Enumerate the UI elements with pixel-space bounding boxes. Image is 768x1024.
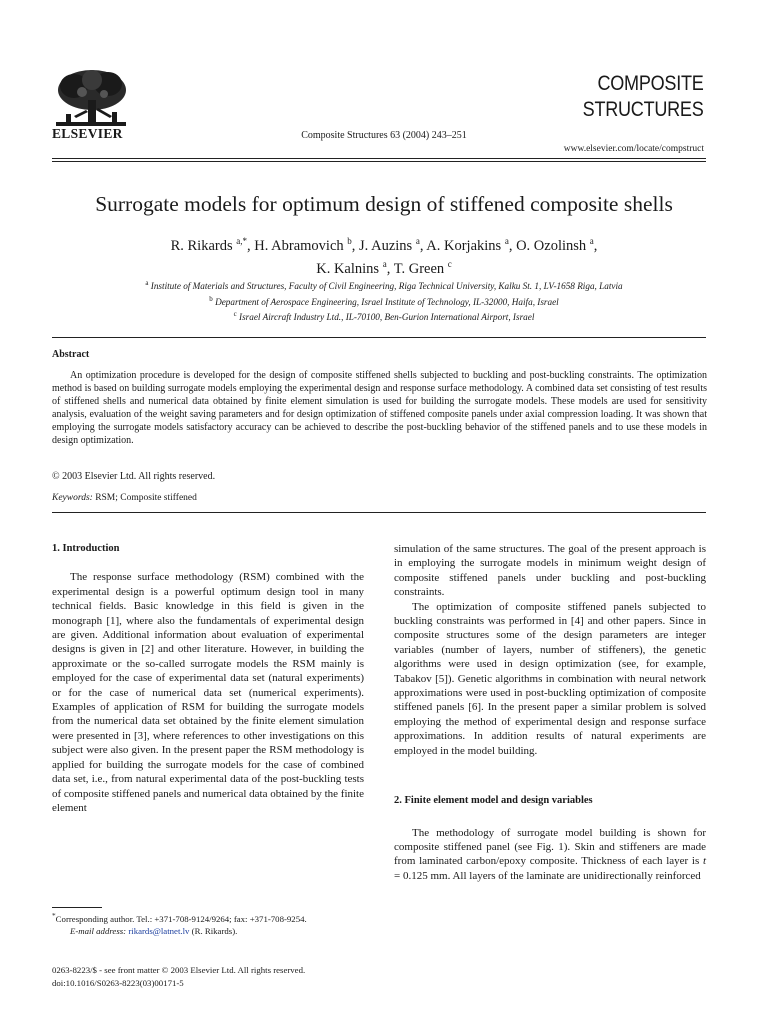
email-suffix: (R. Rikards). bbox=[189, 926, 238, 937]
author-affil-sup: a,* bbox=[236, 236, 247, 246]
section2-text-b: = 0.125 mm. All layers of the laminate are unidirectionally reinforced bbox=[394, 869, 701, 882]
front-matter-line: 0263-8223/$ - see front matter © 2003 Elsevier Ltd. All rights reserved. bbox=[52, 965, 306, 975]
keywords bbox=[52, 493, 197, 503]
keywords-label: Keywords: bbox=[52, 493, 93, 503]
email-link[interactable]: rikards@latnet.lv bbox=[128, 926, 190, 937]
journal-brand-line2: STRUCTURES bbox=[583, 98, 704, 121]
journal-url-link[interactable]: www.elsevier.com/locate/compstruct bbox=[563, 144, 704, 154]
keywords-text: RSM; Composite stiffened bbox=[95, 493, 197, 503]
front-matter-info bbox=[52, 964, 392, 990]
intro-paragraph-continued: simulation of the same structures. The goal of the present approach is in employing the surrogate models in minimum weight design of composite stiffened panels under buckling and post-buckling constraints. bbox=[394, 543, 706, 599]
affiliation-sup: a bbox=[145, 279, 149, 287]
author-name: K. Kalnins bbox=[316, 260, 380, 277]
author-affil-sup: a bbox=[415, 236, 420, 246]
author-separator: , bbox=[593, 237, 598, 254]
footnote-email bbox=[52, 925, 364, 938]
affiliation-text: Institute of Materials and Structures, Faculty of Civil Engineering, Riga Technical University, Kalku St. 1, LV-1658 Riga, Latvia bbox=[150, 281, 623, 292]
header-rule-second bbox=[52, 161, 706, 162]
footnote-rule bbox=[52, 907, 102, 908]
author-affil-sup: c bbox=[447, 258, 452, 269]
journal-citation: Composite Structures 63 (2004) 243–251 bbox=[301, 130, 467, 141]
publisher-wordmark: ELSEVIER bbox=[52, 126, 123, 141]
keywords-bottom-rule bbox=[52, 512, 706, 513]
author-affil-sup: a bbox=[504, 236, 509, 246]
author-affil-sup: b bbox=[347, 236, 352, 246]
affiliation-list bbox=[0, 277, 768, 324]
doi-line: doi:10.1016/S0263-8223(03)00171-5 bbox=[52, 978, 184, 988]
section2-variable: t bbox=[702, 855, 706, 868]
author-separator: , bbox=[246, 237, 255, 254]
author-name: T. Green bbox=[393, 260, 445, 277]
elsevier-tree-logo-icon bbox=[52, 66, 130, 130]
affiliation-sup: c bbox=[233, 310, 237, 319]
affiliation-item bbox=[0, 293, 768, 309]
right-column bbox=[394, 542, 706, 883]
author-affil-sup: a bbox=[382, 258, 387, 269]
abstract-body bbox=[52, 370, 707, 447]
author-separator: , bbox=[419, 237, 427, 254]
footnote-corresponding bbox=[52, 910, 364, 925]
intro-paragraph-2: The optimization of composite stiffened panels subjected to buckling constraints was performed in [4] and other papers. Since in composite structures some of the design parameters are integer variables (number of layers, number of stiffeners), the genetic algorithms were used in design optimization (see, for example, Tabakov [5]). Genetic algorithms in combination with neural network approximations were used in post-buckling optimization of composite stiffened panels [6]. In the present paper a similar problem is solved employing the method of experimental design and response surface approximations. In addition results of natural experiments are employed in the model building. bbox=[394, 600, 706, 757]
author-line-1 bbox=[0, 232, 768, 255]
footnote-corresponding-text: Corresponding author. Tel.: +371-708-9124/9264; fax: +371-708-9254. bbox=[55, 913, 307, 924]
author-list bbox=[0, 232, 768, 278]
author-name: O. Ozolinsh bbox=[516, 237, 587, 254]
affiliation-text: Department of Aerospace Engineering, Israel Institute of Technology, IL-32000, Haifa, Israel bbox=[215, 296, 559, 307]
affiliation-text: Israel Aircraft Industry Ltd., IL-70100, Ben-Gurion International Airport, Israel bbox=[239, 312, 535, 323]
left-column bbox=[52, 542, 364, 815]
abstract-copyright: © 2003 Elsevier Ltd. All rights reserved. bbox=[52, 471, 216, 482]
author-name: A. Korjakins bbox=[426, 237, 502, 254]
journal-brand bbox=[583, 71, 704, 123]
email-label: E-mail address: bbox=[70, 926, 127, 937]
intro-paragraph: The response surface methodology (RSM) combined with the experimental design is a powerful optimum design tool in many technical fields. Basic knowledge in this field is given in the monograph [1], where also the fundamentals of experimental design are given. Additional information about evaluation of experimental designs is given in [2] and other literature. However, in building the approximate or the so-called surrogate models the RSM mainly is employed for the case of experimental data set (natural experiments) or for the case of numerical data set (numerical experiments). Examples of application of RSM for building the surrogate models from the numerical data set obtained by the finite element simulation were presented in [3], where references to other investigations on this subject were also given. In the present paper the RSM methodology is applied for building the surrogate models for the case of combined data set, i.e., from natural experimental data of the post-buckling tests of composite stiffened panels and numerical data obtained by the finite element bbox=[52, 571, 364, 814]
footnote bbox=[52, 910, 364, 938]
author-separator: , bbox=[351, 237, 360, 254]
author-name: R. Rikards bbox=[170, 237, 233, 254]
author-separator: , bbox=[508, 237, 517, 254]
journal-brand-line1: COMPOSITE bbox=[597, 72, 704, 95]
author-name: H. Abramovich bbox=[254, 237, 344, 254]
section-heading-fe-model: 2. Finite element model and design variables bbox=[394, 795, 593, 807]
author-name: J. Auzins bbox=[359, 237, 413, 254]
author-separator: , bbox=[386, 260, 394, 277]
footnote-marker: * bbox=[52, 911, 56, 920]
section2-paragraph bbox=[394, 826, 706, 884]
affiliation-item bbox=[0, 308, 768, 324]
affiliation-item bbox=[0, 277, 768, 293]
abstract-heading: Abstract bbox=[52, 349, 90, 360]
affiliation-sup: b bbox=[209, 294, 213, 303]
abstract-top-rule bbox=[52, 337, 706, 338]
header-rule bbox=[52, 158, 706, 159]
author-line-2 bbox=[0, 255, 768, 278]
paper-title: Surrogate models for optimum design of stiffened composite shells bbox=[95, 192, 673, 216]
section2-text-a: The methodology of surrogate model building is shown for composite stiffened panel (see Fig. 1). Skin and stiffeners are made from laminated carbon/epoxy composite. Thickness of each layer is bbox=[394, 826, 706, 868]
abstract-text: An optimization procedure is developed for the design of composite stiffened shells subjected to buckling and post-buckling constraints. The optimization method is based on building surrogate models employing the experimental design and response surface methodology. A combined data set consisting of test results of stiffened shells and numerical data obtained by finite element simulation is used for building the surrogate models. These models are used for sensitivity analysis, evaluation of the weight saving parameters and for design optimization of stiffened composite panels under axial compression loading. It was shown that employing the surrogate models satisfactory accuracy can be achieved to describe the post-buckling behavior of the stiffened panels and to use these models in design optimization. bbox=[52, 370, 707, 446]
author-affil-sup: a bbox=[589, 236, 594, 246]
section-heading-introduction: 1. Introduction bbox=[52, 543, 120, 554]
